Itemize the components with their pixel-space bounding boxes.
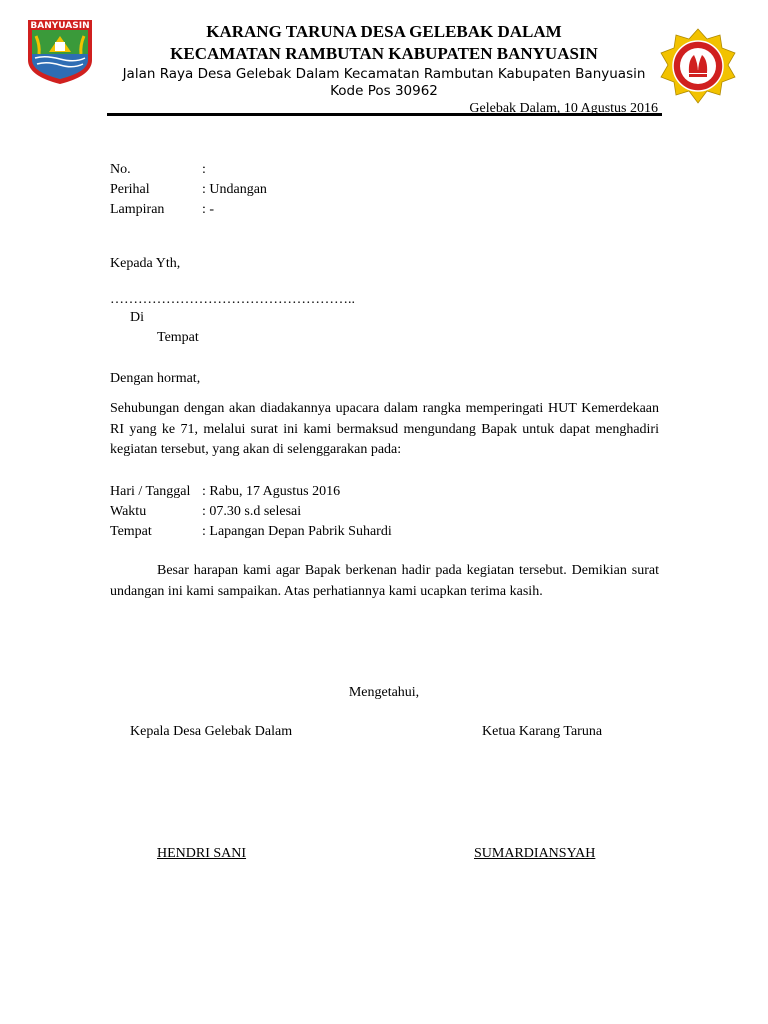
body-paragraph-1: Sehubungan dengan akan diadakannya upacara dalam rangka memperingati HUT Kemerdekaan RI yang ke 71, melalui surat ini kami bermaksud mengundang Bapak untuk dapat menghadiri kegiatan tersebut, yang akan di selenggarakan pada: bbox=[110, 401, 659, 457]
acknowledged-label: Mengetahui, bbox=[348, 685, 420, 700]
meta-row-subject bbox=[0, 180, 768, 200]
signature-left-title: Kepala Desa Gelebak Dalam bbox=[130, 724, 293, 739]
meta-row-attachment bbox=[0, 200, 768, 220]
signature-right-name: SUMARDIANSYAH bbox=[474, 846, 596, 861]
event-value: : Lapangan Depan Pabrik Suhardi bbox=[202, 524, 392, 539]
body-paragraph-2: Besar harapan kami agar Bapak berkenan hadir pada kegiatan tersebut. Demikian surat undangan ini kami sampaikan. Atas perhatiannya kami ucapkan terima kasih. bbox=[110, 563, 659, 599]
meta-label: Perihal bbox=[110, 182, 150, 197]
recipient-di: Di bbox=[130, 310, 144, 325]
event-row-time bbox=[0, 502, 768, 522]
meta-label: Lampiran bbox=[110, 202, 165, 217]
event-label: Tempat bbox=[110, 524, 152, 539]
recipient-place: Tempat bbox=[157, 330, 199, 345]
event-label: Waktu bbox=[110, 504, 147, 519]
event-value: : 07.30 s.d selesai bbox=[202, 504, 302, 519]
recipient-dots: …………………………………………….. bbox=[110, 292, 355, 307]
org-title-line1: KARANG TARUNA DESA GELEBAK DALAM bbox=[206, 22, 562, 41]
banyuasin-logo-icon bbox=[25, 10, 95, 85]
meta-value: : - bbox=[202, 202, 215, 217]
event-row-date bbox=[0, 482, 768, 502]
signature-right-title: Ketua Karang Taruna bbox=[482, 724, 603, 739]
meta-value: : bbox=[202, 162, 206, 177]
event-label: Hari / Tanggal bbox=[110, 484, 191, 499]
greeting: Dengan hormat, bbox=[110, 371, 201, 386]
recipient-salutation: Kepada Yth, bbox=[110, 256, 181, 271]
left-logo-text: BANYUASIN bbox=[30, 21, 90, 31]
karang-taruna-logo-icon bbox=[658, 27, 738, 107]
signature-left-name: HENDRI SANI bbox=[157, 846, 247, 861]
event-value: : Rabu, 17 Agustus 2016 bbox=[202, 484, 341, 499]
event-details bbox=[0, 482, 768, 542]
org-address: Jalan Raya Desa Gelebak Dalam Kecamatan Rambutan Kabupaten Banyuasin Kode Pos 30962 bbox=[122, 66, 646, 99]
org-title-line2: KECAMATAN RAMBUTAN KABUPATEN BANYUASIN bbox=[170, 44, 598, 63]
meta-label: No. bbox=[110, 162, 131, 177]
event-row-place bbox=[0, 522, 768, 542]
letter-date: Gelebak Dalam, 10 Agustus 2016 bbox=[469, 101, 658, 116]
meta-row-number bbox=[0, 160, 768, 180]
letter-meta bbox=[0, 160, 768, 220]
meta-value: : Undangan bbox=[202, 182, 267, 197]
